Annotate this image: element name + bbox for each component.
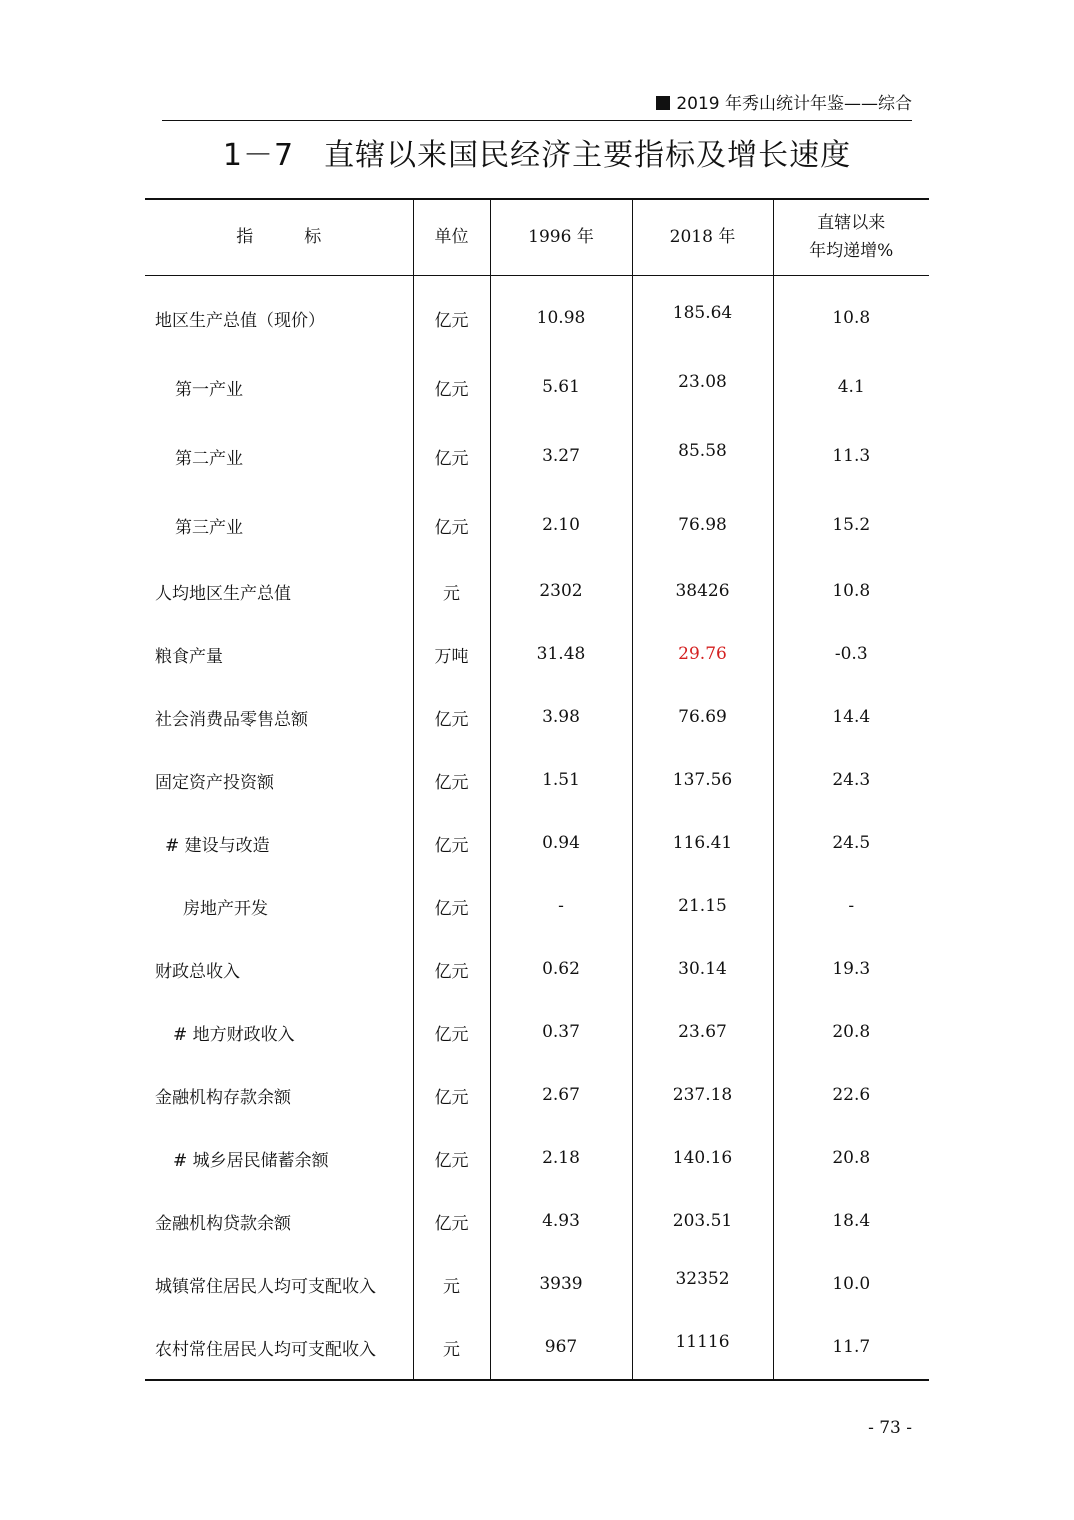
row-unit: 亿元 <box>413 938 490 1001</box>
page-number: - 73 - <box>868 1418 912 1438</box>
row-2018-value: 185.64 <box>672 303 733 323</box>
row-name: 固定资产投资额 <box>155 772 274 793</box>
row-name: 地区生产总值（现价） <box>155 310 325 331</box>
row-1996: 2.10 <box>490 491 632 560</box>
row-2018: 76.69 <box>632 686 773 749</box>
table-row <box>145 875 929 938</box>
row-2018: 38426 <box>632 560 773 623</box>
table-row <box>145 749 929 812</box>
row-unit: 亿元 <box>413 275 490 353</box>
row-unit: 亿元 <box>413 353 490 422</box>
row-name-text: 第三产业 <box>175 517 243 538</box>
row-unit: 元 <box>413 1253 490 1316</box>
row-growth: 20.8 <box>773 1127 929 1190</box>
row-growth: 14.4 <box>773 686 929 749</box>
row-1996: 4.93 <box>490 1190 632 1253</box>
row-name <box>145 875 413 938</box>
table-row <box>145 686 929 749</box>
row-growth: - <box>773 875 929 938</box>
row-1996: 3939 <box>490 1253 632 1316</box>
header-1996: 1996 年 <box>490 199 632 275</box>
row-1996: 1.51 <box>490 749 632 812</box>
row-name <box>145 353 413 422</box>
row-growth: 24.3 <box>773 749 929 812</box>
page-title <box>0 136 1074 176</box>
row-unit: 亿元 <box>413 749 490 812</box>
row-growth: 4.1 <box>773 353 929 422</box>
row-2018-value: 32352 <box>675 1269 730 1289</box>
table-header-row <box>145 199 929 275</box>
row-name <box>145 812 413 875</box>
header-text: 2019 年秀山统计年鉴——综合 <box>676 94 912 114</box>
row-unit: 亿元 <box>413 491 490 560</box>
row-unit: 亿元 <box>413 1127 490 1190</box>
row-2018-highlighted: 29.76 <box>632 623 773 686</box>
row-2018: 23.67 <box>632 1001 773 1064</box>
row-2018 <box>632 353 773 422</box>
header-growth-line2: 年均递增% <box>809 241 894 262</box>
row-name-text: 第二产业 <box>175 448 243 469</box>
header-2018: 2018 年 <box>632 199 773 275</box>
row-1996: 5.61 <box>490 353 632 422</box>
row-growth: 18.4 <box>773 1190 929 1253</box>
table-title: 直辖以来国民经济主要指标及增长速度 <box>324 138 852 173</box>
table-row <box>145 1253 929 1316</box>
row-2018 <box>632 1316 773 1380</box>
row-unit: 亿元 <box>413 875 490 938</box>
row-name: 农村常住居民人均可支配收入 <box>145 1316 413 1380</box>
table-row <box>145 353 929 422</box>
row-growth: 19.3 <box>773 938 929 1001</box>
row-name-text: 房地产开发 <box>183 898 268 919</box>
table-row <box>145 560 929 623</box>
table-row <box>145 1001 929 1064</box>
row-2018: 76.98 <box>632 491 773 560</box>
table-row <box>145 1316 929 1380</box>
running-header <box>162 92 912 121</box>
row-name-text: # 城乡居民储蓄余额 <box>173 1150 329 1171</box>
row-2018 <box>632 1253 773 1316</box>
row-unit: 亿元 <box>413 686 490 749</box>
row-growth: 11.7 <box>773 1316 929 1380</box>
row-1996: 967 <box>490 1316 632 1380</box>
row-1996: - <box>490 875 632 938</box>
row-1996: 10.98 <box>490 275 632 353</box>
table-number: 1－7 <box>222 138 295 173</box>
row-name: 人均地区生产总值 <box>155 583 291 604</box>
row-2018 <box>632 275 773 353</box>
row-growth: 15.2 <box>773 491 929 560</box>
header-indicator: 指 标 <box>145 199 413 275</box>
row-unit: 亿元 <box>413 1001 490 1064</box>
row-name <box>145 1001 413 1064</box>
table-row <box>145 1190 929 1253</box>
table-row <box>145 623 929 686</box>
row-2018: 30.14 <box>632 938 773 1001</box>
row-1996: 0.94 <box>490 812 632 875</box>
row-unit: 万吨 <box>413 623 490 686</box>
row-2018: 140.16 <box>632 1127 773 1190</box>
row-growth: 24.5 <box>773 812 929 875</box>
row-1996: 0.37 <box>490 1001 632 1064</box>
row-name-text: 第一产业 <box>175 379 243 400</box>
row-1996: 3.27 <box>490 422 632 491</box>
table-row <box>145 812 929 875</box>
row-2018: 203.51 <box>632 1190 773 1253</box>
row-1996: 3.98 <box>490 686 632 749</box>
row-name <box>145 491 413 560</box>
table-row <box>145 1127 929 1190</box>
row-name: 财政总收入 <box>155 961 240 982</box>
row-2018-value: 11116 <box>675 1332 730 1352</box>
row-name: 社会消费品零售总额 <box>155 709 308 730</box>
row-2018: 137.56 <box>632 749 773 812</box>
row-unit: 元 <box>413 560 490 623</box>
row-2018 <box>632 422 773 491</box>
indicator-table <box>145 198 929 1381</box>
row-name <box>145 422 413 491</box>
row-growth: 10.0 <box>773 1253 929 1316</box>
row-2018: 21.15 <box>632 875 773 938</box>
row-2018-value: 85.58 <box>678 441 727 461</box>
square-bullet-icon <box>656 96 670 110</box>
row-growth: 10.8 <box>773 275 929 353</box>
row-2018-value: 23.08 <box>678 372 727 392</box>
row-name <box>145 1127 413 1190</box>
row-unit: 元 <box>413 1316 490 1380</box>
row-name: 城镇常住居民人均可支配收入 <box>155 1276 376 1297</box>
row-2018: 116.41 <box>632 812 773 875</box>
row-2018: 237.18 <box>632 1064 773 1127</box>
row-1996: 31.48 <box>490 623 632 686</box>
row-growth: 11.3 <box>773 422 929 491</box>
header-unit: 单位 <box>413 199 490 275</box>
row-1996: 2302 <box>490 560 632 623</box>
header-growth-line1: 直辖以来 <box>817 213 886 234</box>
row-unit: 亿元 <box>413 812 490 875</box>
row-name-text: # 建设与改造 <box>165 835 270 856</box>
row-unit: 亿元 <box>413 1064 490 1127</box>
row-1996: 0.62 <box>490 938 632 1001</box>
table-row <box>145 422 929 491</box>
row-unit: 亿元 <box>413 1190 490 1253</box>
row-growth: -0.3 <box>773 623 929 686</box>
row-1996: 2.18 <box>490 1127 632 1190</box>
row-name: 粮食产量 <box>155 646 223 667</box>
row-unit: 亿元 <box>413 422 490 491</box>
table-row <box>145 275 929 353</box>
table-row <box>145 1064 929 1127</box>
header-growth <box>773 199 929 275</box>
row-1996: 2.67 <box>490 1064 632 1127</box>
row-growth: 22.6 <box>773 1064 929 1127</box>
row-growth: 20.8 <box>773 1001 929 1064</box>
table-row <box>145 491 929 560</box>
row-name: 金融机构贷款余额 <box>155 1213 291 1234</box>
row-growth: 10.8 <box>773 560 929 623</box>
row-name: 金融机构存款余额 <box>155 1087 291 1108</box>
row-name-text: # 地方财政收入 <box>173 1024 295 1045</box>
table-row <box>145 938 929 1001</box>
